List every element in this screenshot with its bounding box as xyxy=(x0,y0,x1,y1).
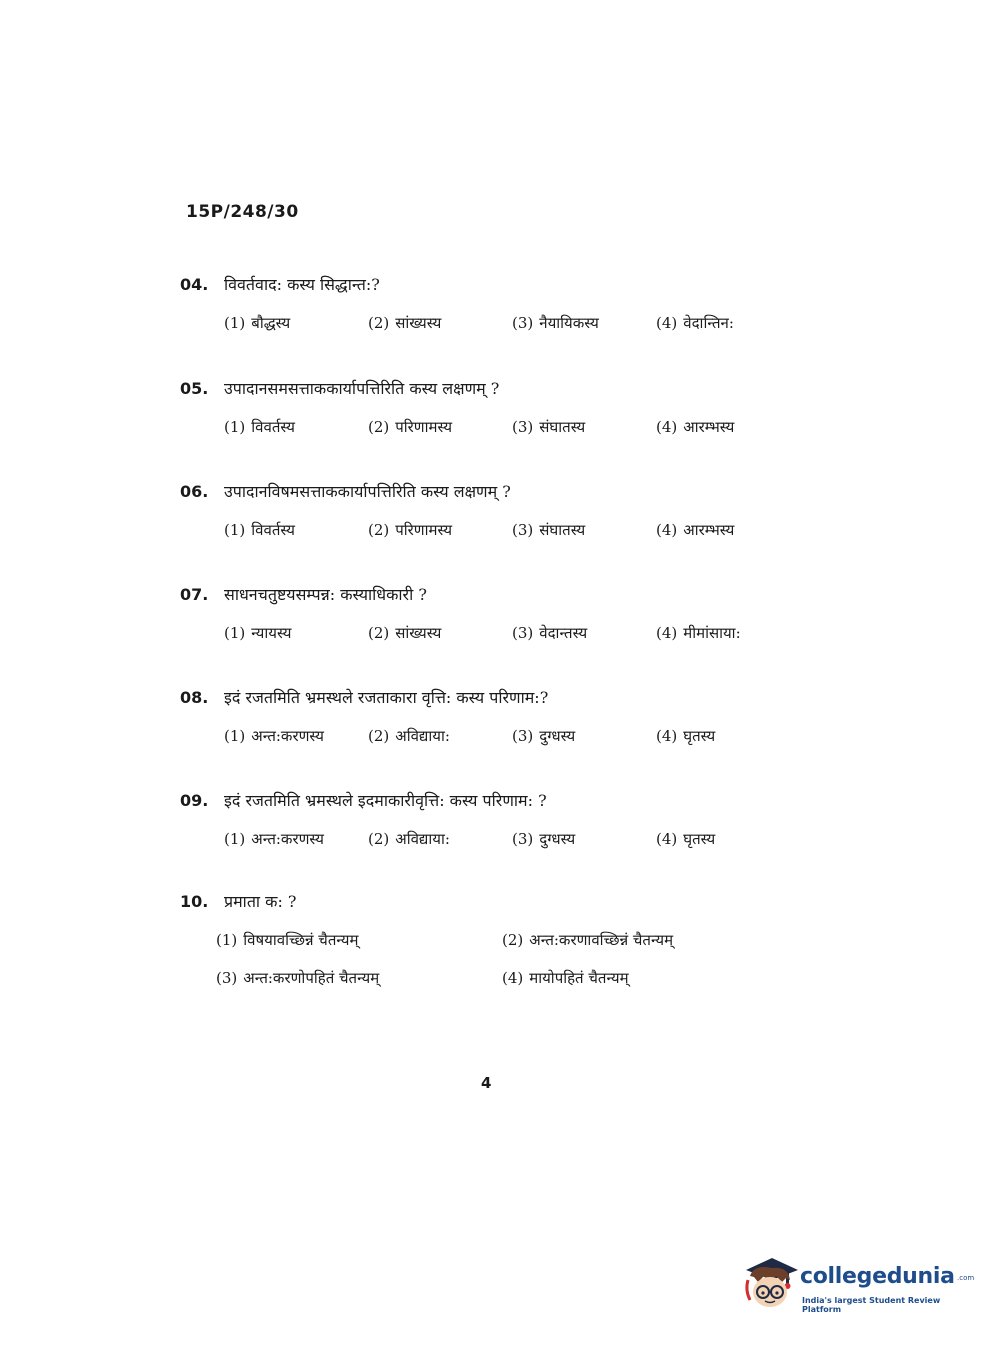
option-2: (2) सांख्यस्य xyxy=(368,314,442,332)
options xyxy=(216,930,800,988)
options xyxy=(224,726,800,746)
question-text: इदं रजतमिति भ्रमस्थले रजताकारा वृत्ति: कस्य परिणाम:? xyxy=(224,688,549,707)
question-08 xyxy=(180,686,800,746)
option-2: (2) अविद्याया: xyxy=(368,830,450,848)
option-1: (1) विवर्तस्य xyxy=(224,418,295,436)
options xyxy=(224,623,800,643)
option-4: (4) वेदान्तिन: xyxy=(656,314,734,332)
question-text: उपादानसमसत्ताककार्यापत्तिरिति कस्य लक्षणम् ? xyxy=(224,379,500,398)
question-10 xyxy=(180,890,800,988)
options xyxy=(224,829,800,849)
question-number: 06. xyxy=(180,482,209,501)
option-2: (2) परिणामस्य xyxy=(368,521,453,539)
options xyxy=(224,417,800,437)
option-2: (2) परिणामस्य xyxy=(368,418,453,436)
question-number: 04. xyxy=(180,275,209,294)
page-number: 4 xyxy=(481,1074,492,1092)
option-3: (3) वेदान्तस्य xyxy=(512,624,588,642)
option-4: (4) मायोपहितं चैतन्यम् xyxy=(502,969,629,987)
option-3: (3) नैयायिकस्य xyxy=(512,314,599,332)
question-number: 10. xyxy=(180,892,209,911)
option-4: (4) आरम्भस्य xyxy=(656,521,735,539)
option-1: (1) बौद्धस्य xyxy=(224,314,291,332)
question-number: 08. xyxy=(180,688,209,707)
question-text: उपादानविषमसत्ताककार्यापत्तिरिति कस्य लक्षणम् ? xyxy=(224,482,511,501)
option-2: (2) सांख्यस्य xyxy=(368,624,442,642)
paper-code: 15P/248/30 xyxy=(186,202,299,222)
logo-wordmark: collegedunia xyxy=(800,1264,955,1289)
question-06 xyxy=(180,480,800,540)
logo-tagline: India's largest Student Review Platform xyxy=(802,1296,941,1314)
option-2: (2) अन्त:करणावच्छिन्नं चैतन्यम् xyxy=(502,931,674,949)
options xyxy=(224,520,800,540)
question-09 xyxy=(180,789,800,849)
option-3: (3) संघातस्य xyxy=(512,418,586,436)
option-4: (4) मीमांसाया: xyxy=(656,624,741,642)
question-number: 05. xyxy=(180,379,209,398)
option-4: (4) घृतस्य xyxy=(656,727,716,745)
question-number: 07. xyxy=(180,585,209,604)
question-number: 09. xyxy=(180,791,209,810)
question-04 xyxy=(180,273,800,333)
option-3: (3) दुग्धस्य xyxy=(512,830,576,848)
option-3: (3) दुग्धस्य xyxy=(512,727,576,745)
option-1: (1) विवर्तस्य xyxy=(224,521,295,539)
logo-domain-suffix: .com xyxy=(957,1274,975,1282)
question-05 xyxy=(180,377,800,437)
question-07 xyxy=(180,583,800,643)
options xyxy=(224,313,800,333)
question-text: विवर्तवाद: कस्य सिद्धान्त:? xyxy=(224,275,380,294)
option-3: (3) अन्त:करणोपहितं चैतन्यम् xyxy=(216,969,380,987)
option-4: (4) घृतस्य xyxy=(656,830,716,848)
option-1: (1) अन्त:करणस्य xyxy=(224,830,324,848)
option-4: (4) आरम्भस्य xyxy=(656,418,735,436)
option-1: (1) अन्त:करणस्य xyxy=(224,727,324,745)
collegedunia-logo[interactable] xyxy=(742,1250,975,1314)
question-text: साधनचतुष्टयसम्पन्न: कस्याधिकारी ? xyxy=(224,585,427,604)
question-text: इदं रजतमिति भ्रमस्थले इदमाकारीवृत्ति: कस्य परिणाम: ? xyxy=(224,791,547,810)
option-1: (1) न्यायस्य xyxy=(224,624,292,642)
question-text: प्रमाता क: ? xyxy=(224,892,297,911)
option-1: (1) विषयावच्छिन्नं चैतन्यम् xyxy=(216,931,359,949)
option-3: (3) संघातस्य xyxy=(512,521,586,539)
mascot-icon xyxy=(742,1250,800,1312)
option-2: (2) अविद्याया: xyxy=(368,727,450,745)
